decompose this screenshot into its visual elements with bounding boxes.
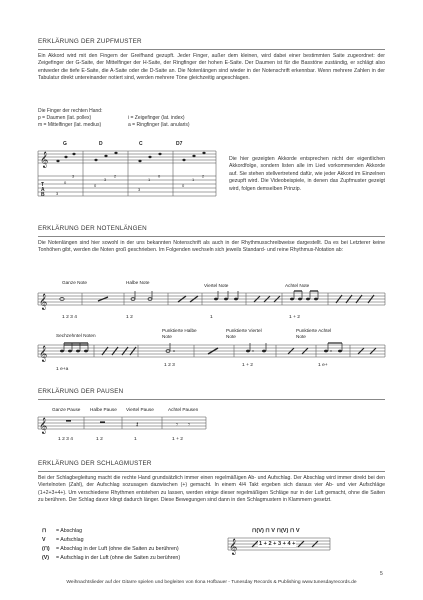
finger-m: m = Mittelfinger (lat. medius): [38, 122, 102, 128]
note-label: Sechzehntel Noten: [56, 333, 96, 338]
notenlaengen-paragraph: Die Notenlängen sind hier sowohl in der uns bekannten Notenschrift als auch in der Rhythmusschreibweise dargestellt. Da es bei Letzterer keine Tonhöhen gibt, werden die Noten groß geschrieben. Im Folgenden wechseln sich jeweils Standard- und reine Rhythmus-Notation ab:: [38, 240, 385, 254]
legend-row: (V) = Aufschlag in der Luft (ohne die Saiten zu berühren): [42, 555, 181, 561]
svg-text:0: 0: [94, 183, 97, 188]
svg-text:2: 2: [114, 173, 117, 179]
schlagmuster-paragraph: Bei der Schlagbegleitung macht die rechte Hand grundsätzlich immer einen regelmäßigen Ab- und Aufschlag. Der Abschlag wird immer direkt bei den Viertelnoten (Zahl), der Aufschlag sozusagen dazwischen (+) gemacht. In einem 4/4 Takt ergeben sich daraus vier Ab- und vier Aufschläge (1+2+3+4+). Um verschiedene Rhythmen entstehen zu lassen, werden einige dieser regelmäßigen Schläge nur in der Luft gemacht, ohne die Saiten zu berühren. Der Schlag davor klingt dadurch länger. Diese Bewegungen sind dann in den Schlagmustern in Klammern gesetzt.: [38, 475, 385, 504]
note-label: Viertel Note: [204, 283, 229, 288]
svg-text:3: 3: [72, 173, 75, 179]
legend-row: ⊓ = Abschlag: [42, 528, 83, 534]
section-title-zupfmuster: ERKLÄRUNG DER ZUPFMUSTER: [38, 38, 142, 45]
divider: [38, 399, 385, 400]
svg-text:0: 0: [182, 183, 185, 188]
note-label: Halbe Note: [126, 280, 150, 285]
strum-pattern-counts: 1 + 2 + 3 + 4 +: [259, 541, 296, 547]
count-label: 1 + 2: [172, 437, 184, 442]
svg-text:𝄞: 𝄞: [40, 152, 49, 168]
svg-text:A: A: [41, 187, 45, 193]
svg-text:T: T: [41, 182, 45, 188]
svg-text:2: 2: [202, 173, 205, 179]
count-label: 1: [210, 315, 213, 320]
count-label: 1 e+a: [56, 367, 69, 372]
fingers-title: Die Finger der rechten Hand:: [38, 108, 103, 114]
note-label: Ganze Note: [62, 280, 88, 285]
svg-text:𝄾: 𝄾: [188, 421, 190, 429]
rest-label: Halbe Pause: [90, 407, 117, 412]
count-label: 1 2: [96, 437, 103, 442]
svg-text:0: 0: [64, 180, 67, 185]
count-label: 1 2: [126, 315, 133, 320]
upstroke-icon: V: [42, 537, 46, 543]
rest-label: Achtel Pausen: [168, 407, 199, 412]
finger-a: a = Ringfinger (lat. anularis): [128, 122, 190, 128]
air-downstroke-icon: (⊓): [42, 546, 50, 552]
legend-row: (⊓) = Abschlag in der Luft (ohne die Saiten zu berühren): [42, 546, 179, 552]
downstroke-icon: ⊓: [42, 528, 47, 534]
chord-label: D7: [176, 141, 183, 147]
svg-text:1: 1: [148, 177, 151, 182]
count-label: 1: [134, 437, 137, 442]
picking-pattern-notation: [38, 148, 218, 208]
section-title-schlagmuster: ERKLÄRUNG DER SCHLAGMUSTER: [38, 460, 152, 467]
footer-text: Weihnachtslieder auf der Gitarre spielen und begleiten von Ilona Hofbauer - Tunesday Records & Publishing www.tunesdayrecords.de: [66, 580, 357, 585]
count-label: 1 2 3 4: [58, 437, 73, 442]
section-title-notenlaengen: ERKLÄRUNG DER NOTENLÄNGEN: [38, 225, 147, 232]
chord-label: D: [99, 141, 103, 147]
svg-text:B: B: [41, 192, 45, 198]
count-label: 1 2 3 4: [62, 315, 77, 320]
count-label: 1 + 2: [242, 363, 254, 368]
zupfmuster-paragraph: Ein Akkord wird mit den Fingern der Greifhand gezupft. Jeder Finger, außer dem kleinen, wird dabei einer bestimmten Saite zugeordnet: der Zeigefinger der G-Saite, der Mittelfinger der H-Saite, der Ringfinger der hohen E-Saite. Der Daumen ist für die Basstöne zuständig, er schlägt also entweder die tiefe E-Saite, die A-Saite oder die D-Saite an. Die Notenlängen sind wieder in der Notenschrift erkennbar. Wenn mehrere Zahlen in der Tabulatur direkt untereinander notiert sind, werden mehrere Töne gleichzeitig angeschlagen.: [38, 53, 385, 82]
svg-text:𝄞: 𝄞: [39, 346, 48, 362]
section-title-pausen: ERKLÄRUNG DER PAUSEN: [38, 388, 124, 395]
note-label: Punktierte Viertel Note: [226, 328, 262, 339]
chord-label: G: [63, 141, 67, 147]
rests-staff: [38, 415, 208, 437]
svg-text:𝄞: 𝄞: [39, 294, 48, 310]
chord-label: C: [139, 141, 143, 147]
finger-p: p = Daumen (lat. pollex): [38, 115, 92, 121]
svg-text:𝄽: 𝄽: [136, 420, 139, 429]
divider: [38, 471, 385, 472]
svg-text:3: 3: [138, 187, 141, 192]
page-number: 5: [380, 571, 383, 577]
count-label: 1 + 2: [289, 315, 301, 320]
svg-text:0: 0: [158, 173, 161, 179]
svg-text:𝄞: 𝄞: [229, 539, 238, 555]
legend-row: V = Aufschlag: [42, 537, 84, 543]
svg-text:1: 1: [192, 177, 195, 182]
svg-text:3: 3: [104, 177, 107, 182]
strum-pattern-symbols: ⊓(V) ⊓ V ⊓(V) ⊓ V: [252, 528, 300, 534]
finger-i: i = Zeigefinger (lat. index): [128, 115, 185, 121]
note-lengths-staff-2: [38, 343, 385, 365]
svg-text:𝄾: 𝄾: [176, 421, 178, 429]
air-upstroke-icon: (V): [42, 555, 50, 561]
note-label: Punktierte Achtel Note: [296, 328, 332, 339]
rest-label: Viertel Pause: [126, 407, 154, 412]
divider: [38, 236, 385, 237]
count-label: 1 2 3: [164, 363, 175, 368]
strum-pattern-staff: [228, 536, 332, 558]
chord-explanation: Die hier gezeigten Akkorde entsprechen nicht der eigentlichen Akkordfolge, sondern listen alle im Lied vorkommenden Akkorde auf. Sie stehen stellvertretend dafür, wie jeder Akkord im Einzelnen gezupft wird. Die Videobeispiele, in denen das Zupfmuster gezeigt wird, folgen demselben Prinzip.: [229, 156, 385, 192]
svg-text:3: 3: [56, 191, 59, 196]
note-label: Achtel Note: [285, 283, 310, 288]
note-lengths-staff-1: [38, 291, 385, 313]
divider: [38, 49, 385, 50]
note-label: Punktierte Halbe Note: [162, 328, 197, 339]
svg-text:𝄞: 𝄞: [39, 418, 48, 434]
count-label: 1 e+: [318, 363, 328, 368]
rest-label: Ganze Pause: [52, 407, 81, 412]
